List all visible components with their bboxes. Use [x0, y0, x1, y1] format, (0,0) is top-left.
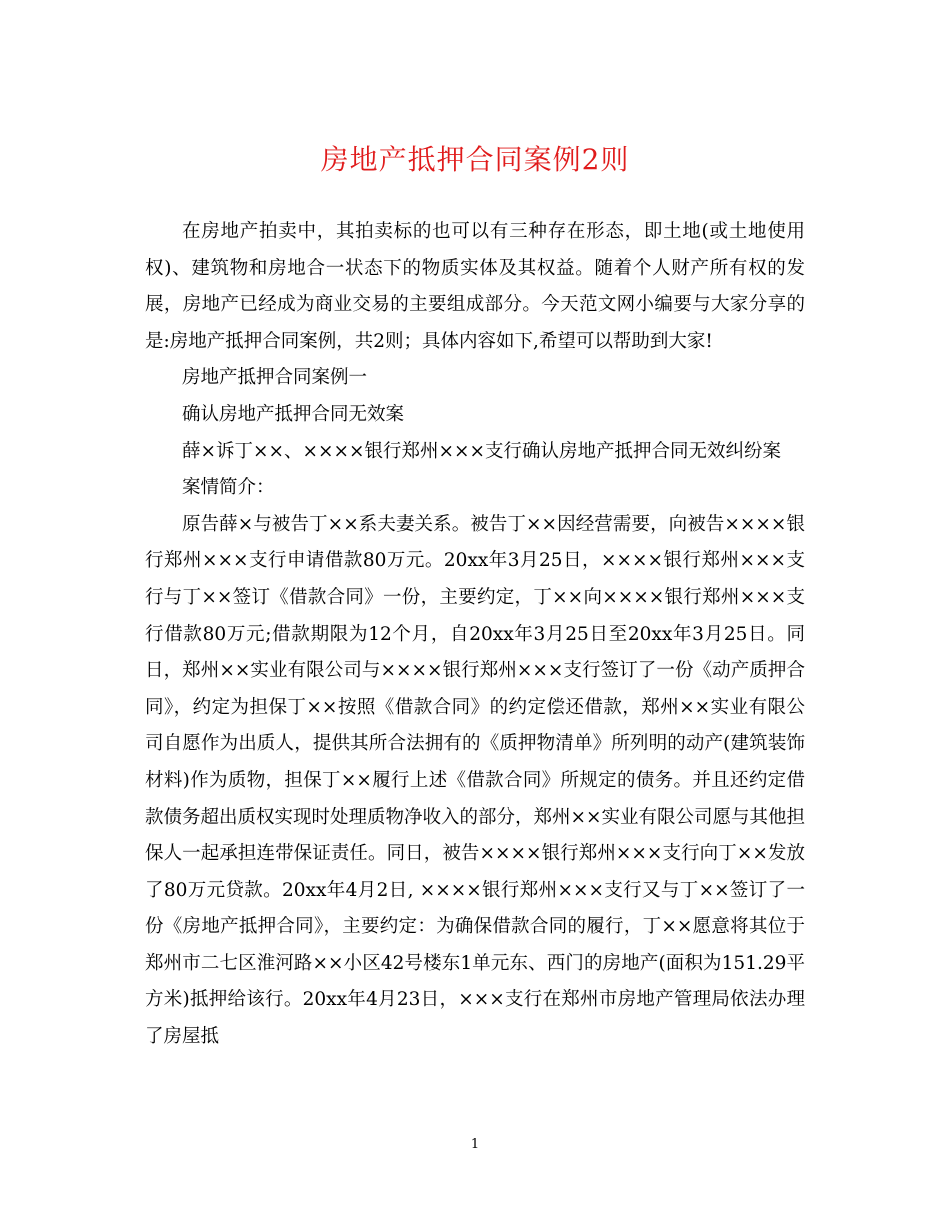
case-summary-paragraph: 原告薛×与被告丁××系夫妻关系。被告丁××因经营需要，向被告××××银行郑州×××支行申请借款80万元。20xx年3月25日，××××银行郑州×××支行与丁××签订《借款合同》一份，主要约定，丁××向××××银行郑州×××支行借款80万元;借款期限为12个月，自20xx年3月25日至20xx年3月25日。同日，郑州××实业有限公司与××××银行郑州×××支行签订了一份《动产质押合同》，约定为担保丁××按照《借款合同》的约定偿还借款，郑州××实业有限公司自愿作为出质人，提供其所合法拥有的《质押物清单》所列明的动产(建筑装饰材料)作为质物，担保丁××履行上述《借款合同》所规定的债务。并且还约定借款债务超出质权实现时处理质物净收入的部分，郑州××实业有限公司愿与其他担保人一起承担连带保证责任。同日，被告××××银行郑州×××支行向丁××发放了80万元贷款。20xx年4月2日, ××××银行郑州×××支行又与丁××签订了一份《房地产抵押合同》，主要约定：为确保借款合同的履行，丁××愿意将其位于郑州市二七区淮河路××小区42号楼东1单元东、西门的房地产(面积为151.29平方米)抵押给该行。20xx年4月23日，×××支行在郑州市房地产管理局依法办理了房屋抵: [145, 513, 806, 1048]
case-summary-label: 案情简介：: [182, 477, 275, 499]
document-body: [145, 214, 805, 1056]
document-title: 房地产抵押合同案例2则: [320, 143, 630, 176]
case-heading: 房地产抵押合同案例一: [182, 367, 368, 389]
page-number: 1: [470, 1137, 480, 1152]
case-parties: 薛×诉丁××、××××银行郑州×××支行确认房地产抵押合同无效纠纷案: [182, 440, 782, 462]
case-title: 确认房地产抵押合同无效案: [182, 403, 405, 425]
intro-paragraph: 在房地产拍卖中，其拍卖标的也可以有三种存在形态，即土地(或土地使用权)、建筑物和房地合一状态下的物质实体及其权益。随着个人财产所有权的发展，房地产已经成为商业交易的主要组成部分。今天范文网小编要与大家分享的是:房地产抵押合同案例，共2则；具体内容如下,希望可以帮助到大家!: [145, 221, 805, 352]
